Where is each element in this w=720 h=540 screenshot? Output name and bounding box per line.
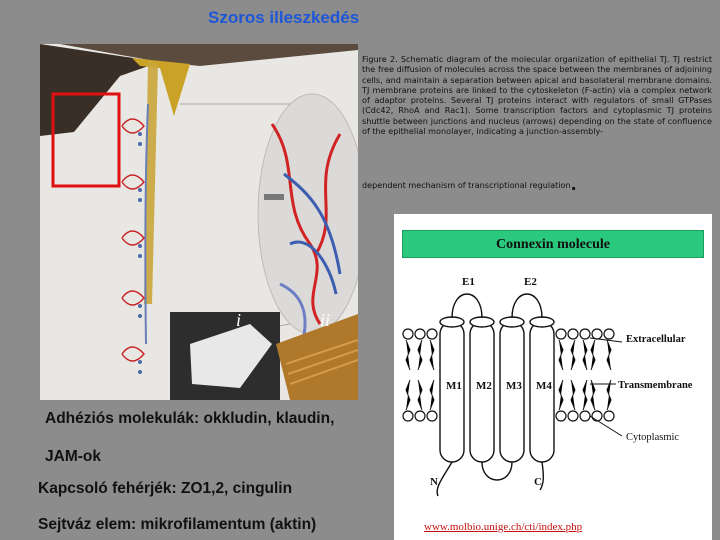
label-c: C xyxy=(534,476,542,488)
connexin-diagram xyxy=(394,214,712,540)
label-transmembrane: Transmembrane xyxy=(618,380,693,391)
bullet-jam: JAM-ok xyxy=(45,448,101,465)
label-m2: M2 xyxy=(476,380,492,392)
label-m1: M1 xyxy=(446,380,462,392)
label-m4: M4 xyxy=(536,380,552,392)
label-m3: M3 xyxy=(506,380,522,392)
bullet-adhesion: Adhéziós molekulák: okkludin, klaudin, xyxy=(45,410,335,427)
label-e1: E1 xyxy=(462,276,475,288)
caption-tail-text: dependent mechanism of transcriptional regulation xyxy=(362,180,571,190)
bullet-cytoskeleton: Sejtváz elem: mikrofilamentum (aktin) xyxy=(38,516,317,533)
figure-caption: Figure 2. Schematic diagram of the molecular organization of epithelial TJ. TJ restrict the free diffusion of molecules across the space between the membranes of adjoining cells, and maintain a separation between apical and basolateral membrane domains. TJ membrane proteins are linked to the cytoskeleton (F-actin) via a complex network of adaptor proteins. Several TJ proteins interact with regulators of small GTPases (Cdc42, RhoA and Rac1). Some transcription factors and cytoplasmic TJ proteins shuttle between junctions and nucleus (arrows) depending on the state of confluence of the epithelial monolayer, indicating a junction-assembly- xyxy=(362,54,712,137)
label-e2: E2 xyxy=(524,276,537,288)
bullet-linker: Kapcsoló fehérjék: ZO1,2, cingulin xyxy=(38,480,293,497)
tight-junction-figure xyxy=(40,44,358,400)
connexin-figure xyxy=(394,214,712,540)
figure-caption-tail xyxy=(362,175,712,194)
label-extracellular: Extracellular xyxy=(626,334,686,345)
slide-title: Szoros illeszkedés xyxy=(208,8,360,27)
fig-label-i: i xyxy=(236,310,242,330)
label-cytoplasmic: Cytoplasmic xyxy=(626,432,680,443)
connexin-title: Connexin molecule xyxy=(402,230,704,258)
tight-junction-diagram xyxy=(40,44,358,400)
fig-label-ii: ii xyxy=(320,310,331,330)
caption-tail-dot: . xyxy=(570,175,577,194)
source-link[interactable]: www.molbio.unige.ch/cti/index.php xyxy=(424,521,583,533)
label-n: N xyxy=(430,476,438,488)
